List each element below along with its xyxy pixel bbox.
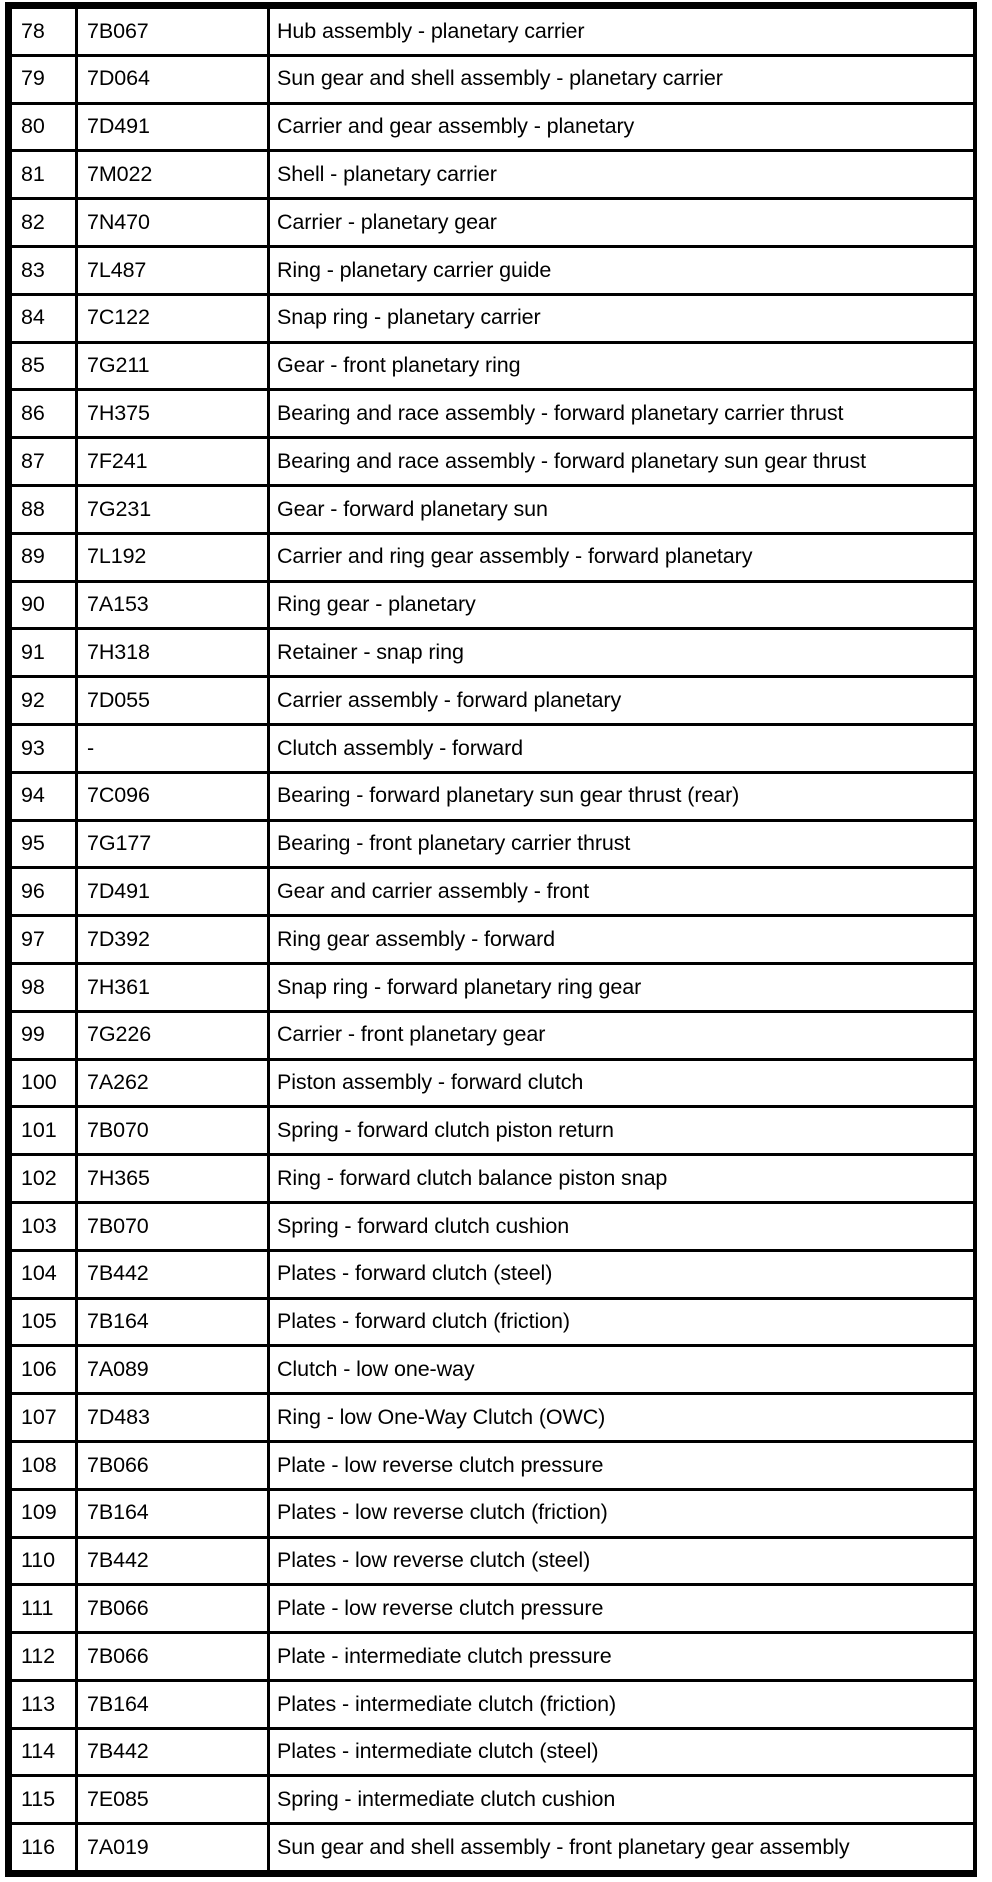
part-number-cell: 7B164 <box>77 1680 269 1728</box>
item-number-cell: 92 <box>9 677 77 725</box>
description-cell: Ring gear assembly - forward <box>269 916 976 964</box>
table-row <box>9 1394 976 1442</box>
table-row <box>9 342 976 390</box>
item-number-cell: 86 <box>9 390 77 438</box>
item-number-cell: 85 <box>9 342 77 390</box>
parts-table-container <box>5 2 977 1877</box>
table-row <box>9 724 976 772</box>
table-row <box>9 151 976 199</box>
description-cell: Piston assembly - forward clutch <box>269 1059 976 1107</box>
table-row <box>9 916 976 964</box>
item-number-cell: 105 <box>9 1298 77 1346</box>
item-number-cell: 94 <box>9 772 77 820</box>
table-row <box>9 438 976 486</box>
table-row <box>9 246 976 294</box>
item-number-cell: 89 <box>9 533 77 581</box>
description-cell: Bearing and race assembly - forward planetary sun gear thrust <box>269 438 976 486</box>
part-number-cell: 7C096 <box>77 772 269 820</box>
description-cell: Carrier - front planetary gear <box>269 1011 976 1059</box>
description-cell: Ring gear - planetary <box>269 581 976 629</box>
part-number-cell: 7B442 <box>77 1537 269 1585</box>
description-cell: Plate - low reverse clutch pressure <box>269 1441 976 1489</box>
part-number-cell: 7D491 <box>77 103 269 151</box>
table-row <box>9 1346 976 1394</box>
description-cell: Plates - intermediate clutch (steel) <box>269 1728 976 1776</box>
item-number-cell: 93 <box>9 724 77 772</box>
table-row <box>9 868 976 916</box>
part-number-cell: 7A019 <box>77 1824 269 1874</box>
description-cell: Plates - low reverse clutch (friction) <box>269 1489 976 1537</box>
table-row <box>9 1680 976 1728</box>
table-row <box>9 199 976 247</box>
description-cell: Retainer - snap ring <box>269 629 976 677</box>
item-number-cell: 95 <box>9 820 77 868</box>
part-number-cell: 7H361 <box>77 963 269 1011</box>
description-cell: Hub assembly - planetary carrier <box>269 6 976 56</box>
table-row <box>9 1298 976 1346</box>
description-cell: Carrier and gear assembly - planetary <box>269 103 976 151</box>
part-number-cell: 7H318 <box>77 629 269 677</box>
part-number-cell: 7B070 <box>77 1202 269 1250</box>
description-cell: Gear - forward planetary sun <box>269 485 976 533</box>
table-row <box>9 677 976 725</box>
item-number-cell: 103 <box>9 1202 77 1250</box>
part-number-cell: 7D064 <box>77 55 269 103</box>
description-cell: Plates - low reverse clutch (steel) <box>269 1537 976 1585</box>
item-number-cell: 113 <box>9 1680 77 1728</box>
part-number-cell: 7B164 <box>77 1489 269 1537</box>
part-number-cell: - <box>77 724 269 772</box>
item-number-cell: 97 <box>9 916 77 964</box>
part-number-cell: 7G211 <box>77 342 269 390</box>
item-number-cell: 104 <box>9 1250 77 1298</box>
part-number-cell: 7B070 <box>77 1107 269 1155</box>
part-number-cell: 7D491 <box>77 868 269 916</box>
description-cell: Clutch assembly - forward <box>269 724 976 772</box>
table-row <box>9 772 976 820</box>
part-number-cell: 7B164 <box>77 1298 269 1346</box>
item-number-cell: 98 <box>9 963 77 1011</box>
table-row <box>9 1107 976 1155</box>
description-cell: Spring - forward clutch piston return <box>269 1107 976 1155</box>
item-number-cell: 107 <box>9 1394 77 1442</box>
item-number-cell: 81 <box>9 151 77 199</box>
table-row <box>9 1728 976 1776</box>
part-number-cell: 7F241 <box>77 438 269 486</box>
part-number-cell: 7G226 <box>77 1011 269 1059</box>
table-row <box>9 390 976 438</box>
part-number-cell: 7B442 <box>77 1250 269 1298</box>
table-row <box>9 1011 976 1059</box>
item-number-cell: 101 <box>9 1107 77 1155</box>
part-number-cell: 7D055 <box>77 677 269 725</box>
part-number-cell: 7N470 <box>77 199 269 247</box>
table-row <box>9 1155 976 1203</box>
table-row <box>9 1633 976 1681</box>
item-number-cell: 83 <box>9 246 77 294</box>
description-cell: Plates - forward clutch (steel) <box>269 1250 976 1298</box>
description-cell: Gear and carrier assembly - front <box>269 868 976 916</box>
part-number-cell: 7H375 <box>77 390 269 438</box>
description-cell: Ring - planetary carrier guide <box>269 246 976 294</box>
table-row <box>9 1585 976 1633</box>
part-number-cell: 7H365 <box>77 1155 269 1203</box>
description-cell: Clutch - low one-way <box>269 1346 976 1394</box>
item-number-cell: 108 <box>9 1441 77 1489</box>
item-number-cell: 114 <box>9 1728 77 1776</box>
item-number-cell: 84 <box>9 294 77 342</box>
item-number-cell: 109 <box>9 1489 77 1537</box>
description-cell: Bearing and race assembly - forward planetary carrier thrust <box>269 390 976 438</box>
part-number-cell: 7A262 <box>77 1059 269 1107</box>
part-number-cell: 7A153 <box>77 581 269 629</box>
part-number-cell: 7B066 <box>77 1633 269 1681</box>
table-row <box>9 581 976 629</box>
description-cell: Sun gear and shell assembly - planetary carrier <box>269 55 976 103</box>
part-number-cell: 7E085 <box>77 1776 269 1824</box>
item-number-cell: 115 <box>9 1776 77 1824</box>
table-row <box>9 294 976 342</box>
table-row <box>9 1824 976 1874</box>
description-cell: Plate - intermediate clutch pressure <box>269 1633 976 1681</box>
table-row <box>9 1489 976 1537</box>
table-row <box>9 629 976 677</box>
item-number-cell: 111 <box>9 1585 77 1633</box>
part-number-cell: 7B067 <box>77 6 269 56</box>
table-row <box>9 55 976 103</box>
part-number-cell: 7B066 <box>77 1441 269 1489</box>
item-number-cell: 100 <box>9 1059 77 1107</box>
parts-table <box>5 2 977 1877</box>
description-cell: Sun gear and shell assembly - front planetary gear assembly <box>269 1824 976 1874</box>
table-row <box>9 820 976 868</box>
item-number-cell: 116 <box>9 1824 77 1874</box>
part-number-cell: 7C122 <box>77 294 269 342</box>
part-number-cell: 7D483 <box>77 1394 269 1442</box>
item-number-cell: 91 <box>9 629 77 677</box>
table-row <box>9 1776 976 1824</box>
description-cell: Bearing - forward planetary sun gear thrust (rear) <box>269 772 976 820</box>
part-number-cell: 7L192 <box>77 533 269 581</box>
table-row <box>9 963 976 1011</box>
parts-table-body <box>9 6 976 1874</box>
part-number-cell: 7L487 <box>77 246 269 294</box>
item-number-cell: 82 <box>9 199 77 247</box>
table-row <box>9 1250 976 1298</box>
description-cell: Ring - forward clutch balance piston snap <box>269 1155 976 1203</box>
description-cell: Snap ring - forward planetary ring gear <box>269 963 976 1011</box>
part-number-cell: 7A089 <box>77 1346 269 1394</box>
item-number-cell: 112 <box>9 1633 77 1681</box>
description-cell: Carrier and ring gear assembly - forward planetary <box>269 533 976 581</box>
part-number-cell: 7B442 <box>77 1728 269 1776</box>
description-cell: Shell - planetary carrier <box>269 151 976 199</box>
description-cell: Spring - forward clutch cushion <box>269 1202 976 1250</box>
item-number-cell: 78 <box>9 6 77 56</box>
description-cell: Carrier - planetary gear <box>269 199 976 247</box>
description-cell: Bearing - front planetary carrier thrust <box>269 820 976 868</box>
item-number-cell: 96 <box>9 868 77 916</box>
item-number-cell: 88 <box>9 485 77 533</box>
table-row <box>9 533 976 581</box>
part-number-cell: 7G231 <box>77 485 269 533</box>
item-number-cell: 106 <box>9 1346 77 1394</box>
description-cell: Carrier assembly - forward planetary <box>269 677 976 725</box>
description-cell: Ring - low One-Way Clutch (OWC) <box>269 1394 976 1442</box>
item-number-cell: 80 <box>9 103 77 151</box>
table-row <box>9 6 976 56</box>
description-cell: Plates - intermediate clutch (friction) <box>269 1680 976 1728</box>
table-row <box>9 485 976 533</box>
item-number-cell: 87 <box>9 438 77 486</box>
part-number-cell: 7B066 <box>77 1585 269 1633</box>
item-number-cell: 90 <box>9 581 77 629</box>
description-cell: Spring - intermediate clutch cushion <box>269 1776 976 1824</box>
table-row <box>9 1202 976 1250</box>
item-number-cell: 102 <box>9 1155 77 1203</box>
item-number-cell: 79 <box>9 55 77 103</box>
part-number-cell: 7M022 <box>77 151 269 199</box>
description-cell: Snap ring - planetary carrier <box>269 294 976 342</box>
table-row <box>9 1059 976 1107</box>
description-cell: Plate - low reverse clutch pressure <box>269 1585 976 1633</box>
table-row <box>9 103 976 151</box>
part-number-cell: 7D392 <box>77 916 269 964</box>
table-row <box>9 1537 976 1585</box>
part-number-cell: 7G177 <box>77 820 269 868</box>
description-cell: Gear - front planetary ring <box>269 342 976 390</box>
table-row <box>9 1441 976 1489</box>
description-cell: Plates - forward clutch (friction) <box>269 1298 976 1346</box>
item-number-cell: 110 <box>9 1537 77 1585</box>
item-number-cell: 99 <box>9 1011 77 1059</box>
